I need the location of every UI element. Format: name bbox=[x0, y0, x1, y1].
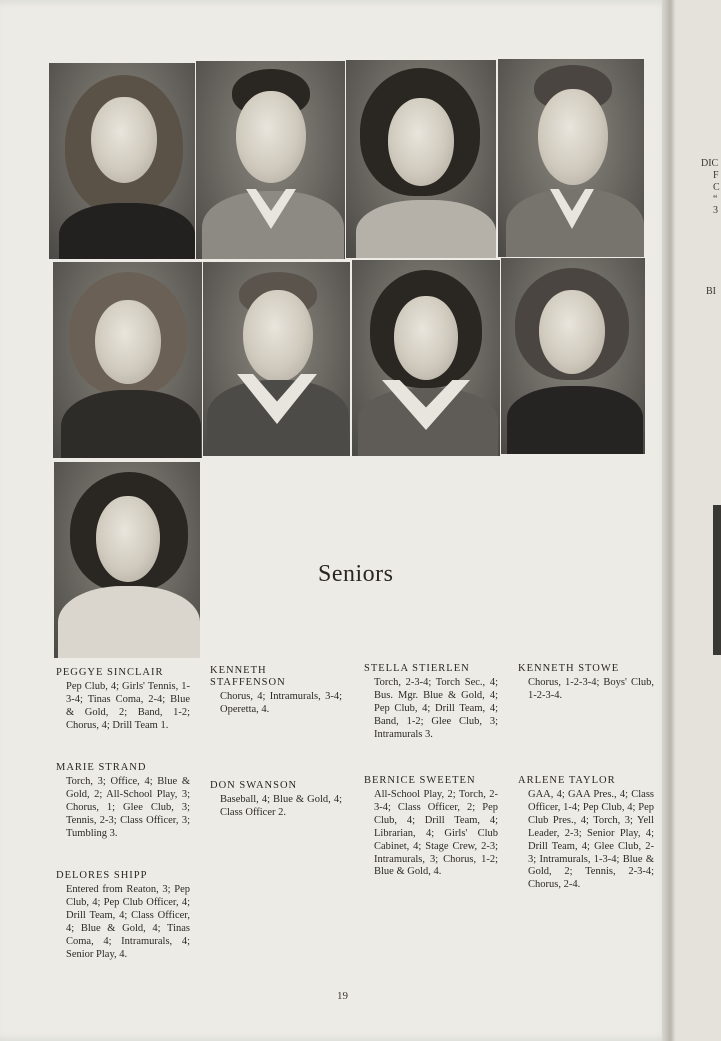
portrait-photo-4 bbox=[498, 59, 644, 257]
senior-name: DELORES SHIPP bbox=[56, 870, 148, 881]
senior-activities: Pep Club, 4; Girls' Tennis, 1-3-4; Tinas Coma, 2-4; Blue & Gold, 2; Band, 1-2; Chorus, 4; Drill Team 1. bbox=[66, 681, 190, 731]
senior-name: STELLA STIERLEN bbox=[364, 663, 470, 674]
senior-entry-swanson bbox=[210, 780, 342, 820]
facing-page-text: BI bbox=[706, 286, 716, 297]
facing-page-text: 3 bbox=[713, 205, 718, 216]
facing-page-text: “ bbox=[713, 194, 718, 205]
senior-activities: Torch, 3; Office, 4; Blue & Gold, 2; All-School Play, 3; Chorus, 1; Glee Club, 3; Tennis, 2-3; Class Officer, 3; Tumbling 3. bbox=[66, 776, 190, 839]
senior-entry-stierlen bbox=[364, 663, 498, 742]
senior-entry-sweeten bbox=[364, 775, 498, 879]
facing-page-photo bbox=[713, 505, 721, 655]
page-number: 19 bbox=[337, 990, 348, 1002]
portrait-photo-9 bbox=[54, 462, 200, 658]
section-title: Seniors bbox=[318, 561, 394, 587]
senior-entry-stowe bbox=[518, 663, 654, 703]
portrait-photo-8 bbox=[501, 258, 645, 454]
senior-entry-sinclair bbox=[56, 667, 190, 733]
facing-page-text: C bbox=[713, 182, 720, 193]
portrait-photo-5 bbox=[53, 262, 202, 458]
portrait-photo-7 bbox=[352, 260, 500, 456]
senior-name: MARIE STRAND bbox=[56, 762, 147, 773]
senior-entry-taylor bbox=[518, 775, 654, 892]
senior-entry-staffenson bbox=[210, 665, 342, 717]
senior-activities: Chorus, 1-2-3-4; Boys' Club, 1-2-3-4. bbox=[528, 677, 654, 701]
senior-name: PEGGYE SINCLAIR bbox=[56, 667, 164, 678]
senior-entry-strand bbox=[56, 762, 190, 841]
portrait-photo-3 bbox=[346, 60, 496, 258]
book-gutter bbox=[662, 0, 676, 1041]
facing-page-text: DIC bbox=[701, 158, 719, 169]
senior-name: KENNETH STOWE bbox=[518, 663, 620, 674]
senior-activities: Baseball, 4; Blue & Gold, 4; Class Officer 2. bbox=[220, 794, 342, 818]
senior-name: BERNICE SWEETEN bbox=[364, 775, 476, 786]
portrait-photo-6 bbox=[203, 262, 350, 456]
senior-activities: Entered from Reaton, 3; Pep Club, 4; Pep Club Officer, 4; Drill Team, 4; Class Officer, 4; Blue & Gold, 4; Tinas Coma, 4; Intramurals, 4; Senior Play, 4. bbox=[66, 884, 190, 960]
portrait-photo-2 bbox=[196, 61, 345, 259]
senior-name: DON SWANSON bbox=[210, 780, 298, 791]
senior-activities: All-School Play, 2; Torch, 2-3-4; Class Officer, 2; Pep Club, 4; Drill Team, 4; Librarian, 4; Girls' Club Cabinet, 4; Stage Crew, 2-3; Intramurals, 3; Chorus, 1-2; Blue & Gold, 4. bbox=[374, 789, 498, 878]
portrait-photo-1 bbox=[49, 63, 195, 259]
senior-activities: Chorus, 4; Intramurals, 3-4; Operetta, 4. bbox=[220, 691, 342, 715]
facing-page-text: F bbox=[713, 170, 719, 181]
senior-activities: GAA, 4; GAA Pres., 4; Class Officer, 1-4; Pep Club, 4; Pep Club Pres., 4; Torch, 3; Yell Leader, 2-3; Senior Play, 4; Drill Team, 4; Glee Club, 2-3; Intramurals, 1-3-4; Blue & Gold, 2; Tennis, 2-3-4; Chorus, 2-4. bbox=[528, 789, 654, 891]
senior-name: ARLENE TAYLOR bbox=[518, 775, 616, 786]
senior-name: KENNETH STAFFENSON bbox=[210, 665, 286, 688]
senior-activities: Torch, 2-3-4; Torch Sec., 4; Bus. Mgr. Blue & Gold, 4; Pep Club, 4; Drill Team, 4; Band, 1-2; Glee Club, 3; Intramurals 3. bbox=[374, 677, 498, 740]
senior-entry-shipp bbox=[56, 870, 190, 961]
